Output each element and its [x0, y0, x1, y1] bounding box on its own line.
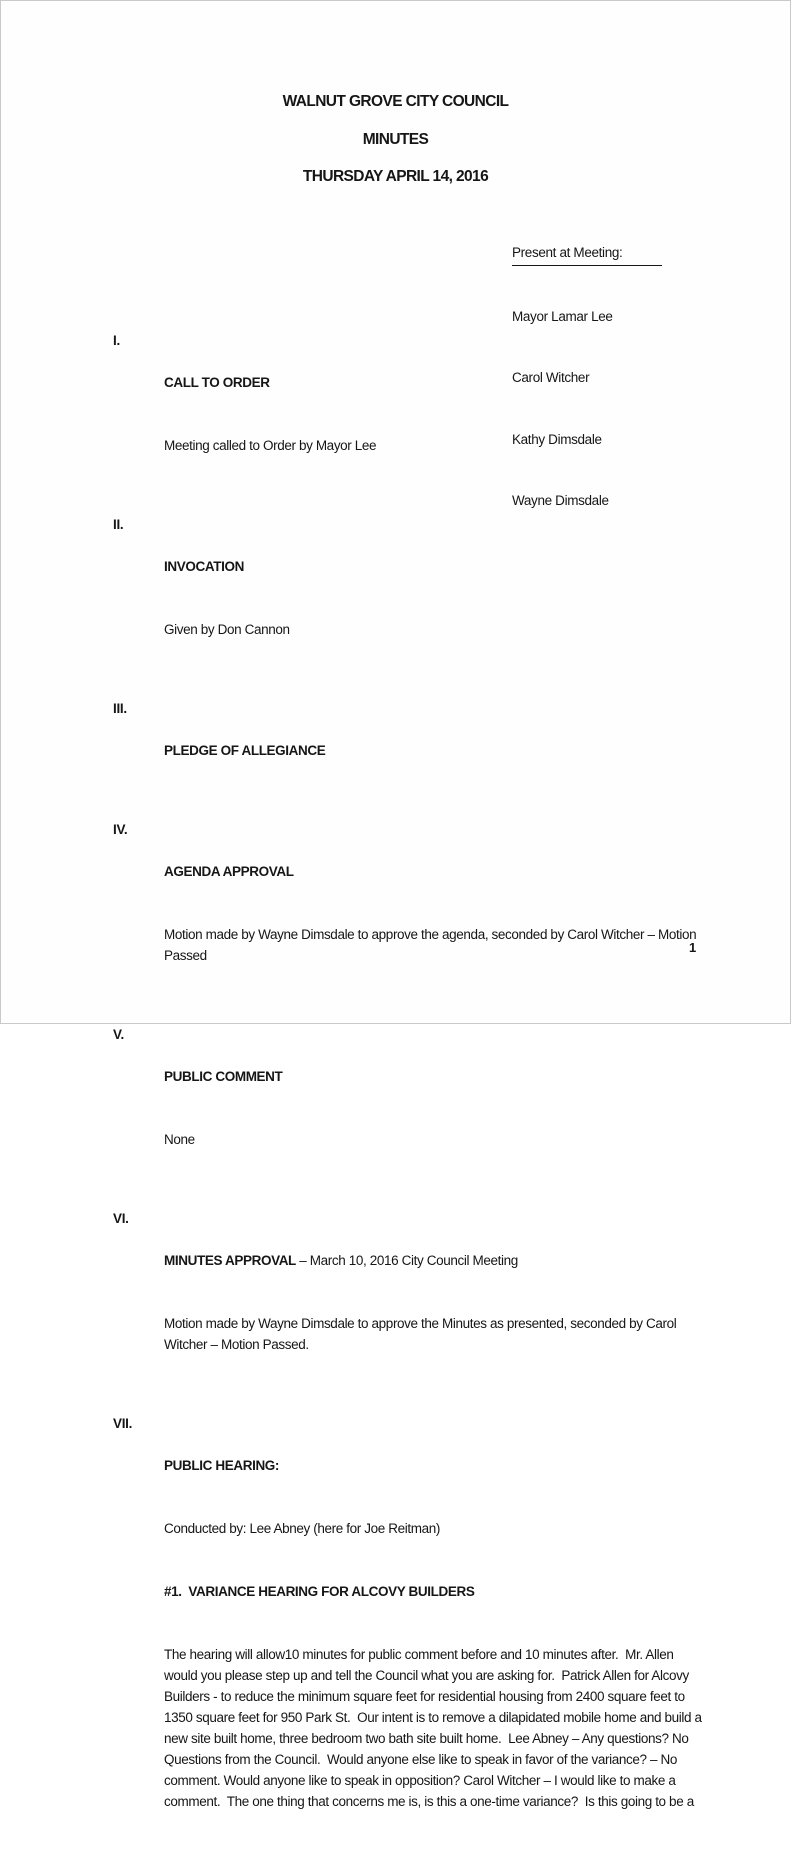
document-date: THURSDAY APRIL 14, 2016 — [302, 168, 489, 185]
section-numeral: V. — [113, 1027, 124, 1042]
attendee-name: Carol Witcher — [512, 370, 590, 385]
attendees-heading-line — [512, 243, 662, 266]
document-header — [1, 94, 790, 207]
attendees-heading: Present at Meeting: — [512, 243, 662, 266]
section-body: None — [164, 1132, 195, 1147]
hearing-conducted-by: Conducted by: Lee Abney (here for Joe Reitman) — [164, 1521, 440, 1536]
attendee-name: Kathy Dimsdale — [512, 431, 602, 447]
document-subtitle: MINUTES — [362, 130, 429, 148]
hearing-paragraph: The hearing will allow10 minutes for public comment before and 10 minutes after. Mr. Allen would you please step up and tell the Council what you are asking for. Patrick Allen for Alcovy Builders - to reduce the minimum square feet for residential housing from 2400 square feet to 1350 square feet for 950 Park St. Our intent is to remove a dilapidated mobile home and build a new site built home, three bedroom two bath site built home. Lee Abney – Any questions? No Questions from the Council. Would anyone else like to speak in favor of the variance? – No comment. Would anyone like to speak in opposition? Carol Witcher – I would like to make a comment. The one thing that concerns me is, is this a one-time variance? Is this going to be a — [164, 1647, 705, 1809]
section-numeral: II. — [113, 517, 124, 532]
section-body: Meeting called to Order by Mayor Lee — [164, 438, 377, 453]
section-heading: PUBLIC HEARING: — [164, 1458, 280, 1473]
document-title: WALNUT GROVE CITY COUNCIL — [282, 93, 509, 110]
section-heading: CALL TO ORDER — [164, 375, 270, 390]
section-call-to-order — [113, 330, 715, 498]
sections-list — [113, 330, 715, 1870]
section-body: Motion made by Wayne Dimsdale to approve the agenda, seconded by Carol Witcher – Motion Passed — [164, 927, 700, 963]
section-body: Given by Don Cannon — [164, 622, 290, 637]
section-heading: PUBLIC COMMENT — [164, 1069, 283, 1084]
section-numeral: I. — [113, 333, 120, 348]
hearing-item-heading: #1. VARIANCE HEARING FOR ALCOVY BUILDERS — [164, 1584, 475, 1599]
section-heading — [164, 1250, 709, 1271]
section-numeral: VII. — [113, 1416, 133, 1431]
section-invocation — [113, 514, 715, 682]
section-heading-bold: MINUTES APPROVAL — [164, 1253, 296, 1268]
section-numeral: IV. — [113, 822, 128, 837]
page-number: 1 — [689, 940, 697, 955]
attendee-name: Mayor Lamar Lee — [512, 308, 613, 324]
section-numeral: III. — [113, 701, 127, 716]
section-heading-suffix: – March 10, 2016 City Council Meeting — [295, 1253, 518, 1268]
section-heading: INVOCATION — [164, 559, 244, 574]
section-numeral: VI. — [113, 1211, 129, 1226]
section-minutes-approval — [113, 1208, 715, 1397]
section-body: Motion made by Wayne Dimsdale to approve the Minutes as presented, seconded by Carol Witcher – Motion Passed. — [164, 1316, 680, 1352]
section-public-hearing — [113, 1413, 715, 1854]
section-heading: AGENDA APPROVAL — [164, 864, 294, 879]
section-pledge-of-allegiance — [113, 698, 715, 803]
section-public-comment — [113, 1024, 715, 1192]
section-heading: PLEDGE OF ALLEGIANCE — [164, 743, 326, 758]
attendee-name: Wayne Dimsdale — [512, 493, 609, 508]
section-agenda-approval — [113, 819, 715, 1008]
